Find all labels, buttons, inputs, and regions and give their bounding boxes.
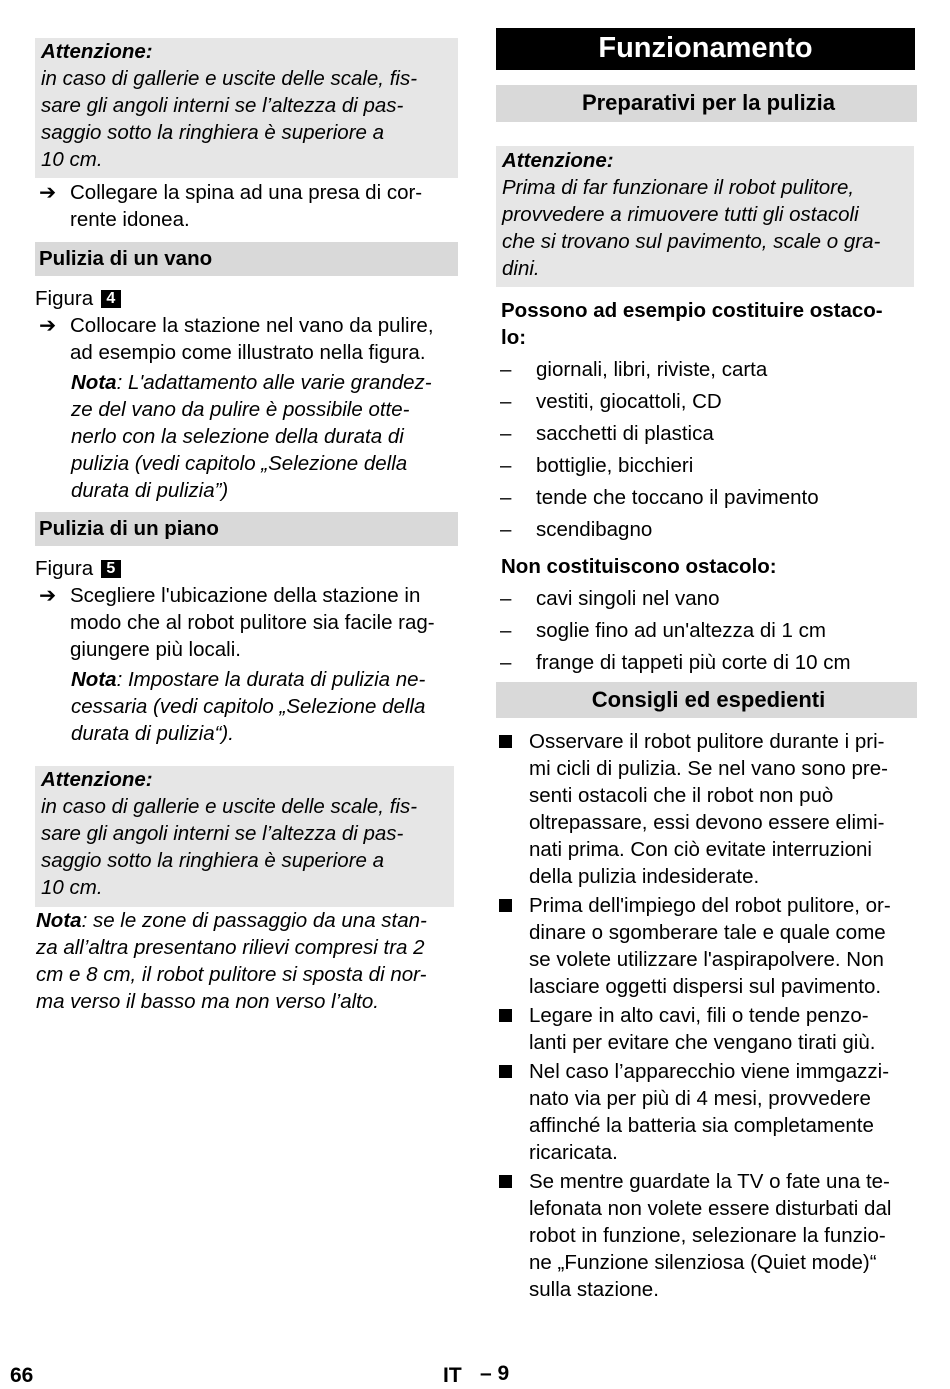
section-heading-vano: Pulizia di un vano [35, 242, 458, 276]
list-item: Legare in alto cavi, fili o tende penzo- lanti per evitare che vengano tirati giù. [496, 1002, 917, 1056]
list-item: – bottiglie, bicchieri [496, 450, 917, 482]
non-obstacles-list [496, 583, 917, 679]
list-item: Prima dell'impiego del robot pulitore, or- dinare o sgomberare tale e quale come se volete utilizzare l'aspirapolvere. Non lasciare oggetti dispersi sul pavimento. [496, 892, 917, 1000]
dash-bullet: – [500, 619, 512, 642]
figure-number-badge: 5 [101, 560, 121, 578]
dash-bullet: – [500, 518, 512, 541]
note-vano: Nota: L'adattamento alle varie grandez- ze del vano da pulire è possibile otte- nerlo con la selezione della durata di pulizia (vedi capitolo „Selezione della durata di pulizia”) [71, 371, 432, 502]
list-item: – scendibagno [496, 514, 917, 546]
list-item: – soglie fino ad un'altezza di 1 cm [496, 615, 917, 647]
square-bullet-icon [499, 1065, 512, 1078]
arrow-right-icon: ➔ [39, 181, 57, 204]
section-heading-prep: Preparativi per la pulizia [496, 85, 917, 122]
list-item: Osservare il robot pulitore durante i pri- mi cicli di pulizia. Se nel vano sono pre- senti ostacoli che il robot non può oltrepassare, essi devono essere elimi- nati prima. Con ciò evitate interruzioni della pulizia indesiderate. [496, 728, 917, 890]
main-title: Funzionamento [496, 28, 915, 70]
step-plug: ➔ Collegare la spina ad una presa di cor- rente idonea. [39, 181, 423, 231]
list-item: – sacchetti di plastica [496, 418, 917, 450]
list-item: Nel caso l’apparecchio viene immgazzi- nato via per più di 4 mesi, provvedere affinché la batteria sia completamente ricaricata. [496, 1058, 917, 1166]
square-bullet-icon [499, 1175, 512, 1188]
attention-title: Attenzione: [41, 768, 153, 791]
figure-number-badge: 4 [101, 290, 121, 308]
non-obstacles-heading: Non costituiscono ostacolo: [501, 555, 777, 578]
dash-bullet: – [500, 358, 512, 381]
attention-box-right [496, 146, 914, 287]
dash-bullet: – [500, 486, 512, 509]
list-item: – cavi singoli nel vano [496, 583, 917, 615]
list-item: – vestiti, giocattoli, CD [496, 386, 917, 418]
note-final: Nota: se le zone di passaggio da una stan- za all’altra presentano rilievi compresi tra 2 cm e 8 cm, il robot pulitore si sposta di nor- ma verso il basso ma non verso l’alto. [36, 909, 427, 1013]
list-item: – frange di tappeti più corte di 10 cm [496, 647, 917, 679]
note-piano: Nota: Impostare la durata di pulizia ne- cessaria (vedi capitolo „Selezione della durata di pulizia“). [71, 668, 426, 745]
arrow-right-icon: ➔ [39, 584, 57, 607]
dash-bullet: – [500, 390, 512, 413]
tips-list [496, 728, 917, 1305]
obstacles-list [496, 354, 917, 546]
dash-bullet: – [500, 651, 512, 674]
square-bullet-icon [499, 1009, 512, 1022]
figure-ref-5: Figura 5 [35, 555, 121, 582]
list-item: Se mentre guardate la TV o fate una te- lefonata non volete essere disturbati dal robot in funzione, selezionare la funzio- ne „Funzione silenziosa (Quiet mode)“ sulla stazione. [496, 1168, 917, 1303]
dash-bullet: – [500, 422, 512, 445]
dash-bullet: – [500, 587, 512, 610]
attention-title: Attenzione: [502, 149, 614, 172]
attention-box-1 [35, 38, 458, 178]
step-vano: ➔ Collocare la stazione nel vano da pulire, ad esempio come illustrato nella figura. [39, 314, 434, 364]
list-item: – giornali, libri, riviste, carta [496, 354, 917, 386]
square-bullet-icon [499, 899, 512, 912]
figure-ref-4: Figura 4 [35, 285, 121, 312]
dash-bullet: – [500, 454, 512, 477]
attention-text: in caso di gallerie e uscite delle scale, fis- sare gli angoli interni se l’altezza di pas- saggio sotto la ringhiera è superiore a 10 cm. [41, 67, 418, 171]
attention-text: in caso di gallerie e uscite delle scale, fis- sare gli angoli interni se l’altezza di pas- saggio sotto la ringhiera è superiore a 10 cm. [41, 795, 418, 899]
section-heading-tips: Consigli ed espedienti [496, 682, 917, 718]
section-heading-piano: Pulizia di un piano [35, 512, 458, 546]
square-bullet-icon [499, 735, 512, 748]
page-number: 66 [10, 1364, 34, 1387]
language-code: IT [443, 1364, 462, 1387]
obstacles-heading: Possono ad esempio costituire ostaco- lo: [501, 299, 883, 349]
attention-box-2 [35, 766, 454, 907]
step-piano: ➔ Scegliere l'ubicazione della stazione in modo che al robot pulitore sia facile rag- giungere più locali. [39, 584, 435, 661]
list-item: – tende che toccano il pavimento [496, 482, 917, 514]
section-page-number: – 9 [480, 1362, 510, 1385]
attention-title: Attenzione: [41, 40, 153, 63]
arrow-right-icon: ➔ [39, 314, 57, 337]
attention-text: Prima di far funzionare il robot pulitore, provvedere a rimuovere tutti gli ostacoli che si trovano sul pavimento, scale o gra- dini. [502, 176, 881, 280]
